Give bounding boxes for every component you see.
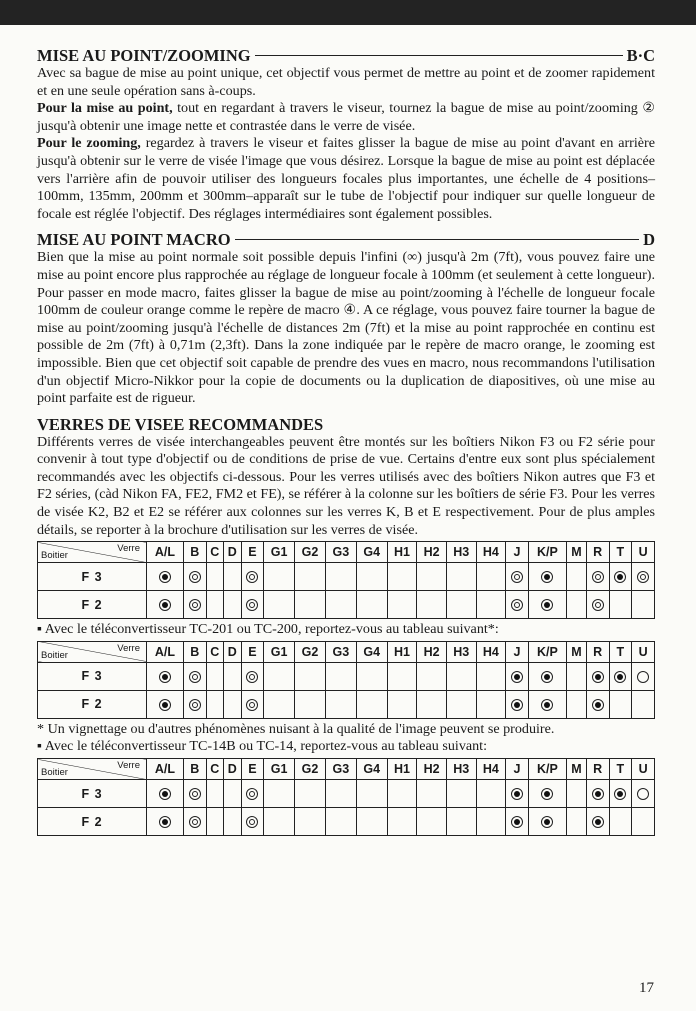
- column-header: D: [224, 641, 242, 662]
- column-header: H3: [446, 542, 476, 563]
- boitier-label: Boitier: [41, 550, 68, 562]
- table-cell: [586, 808, 609, 836]
- camera-body-label: F 2: [38, 808, 147, 836]
- recommended-circle-icon: [614, 671, 626, 683]
- page-number: 17: [639, 980, 654, 996]
- table-cell: [325, 591, 356, 619]
- table-cell: [264, 780, 295, 808]
- column-header: R: [586, 542, 609, 563]
- table-cell: [387, 690, 417, 718]
- acceptable-circle-icon: [189, 571, 201, 583]
- table-cell: [417, 690, 447, 718]
- table-cell: [506, 662, 529, 690]
- column-header: H2: [417, 542, 447, 563]
- column-header: M: [566, 641, 586, 662]
- table-cell: [586, 662, 609, 690]
- verre-label: Verre: [117, 760, 140, 772]
- column-header: E: [241, 542, 264, 563]
- footnote: * Un vignettage ou d'autres phénomènes nuisant à la qualité de l'image peuvent se produire.: [37, 720, 555, 737]
- table-cell: [356, 662, 387, 690]
- recommended-circle-icon: [592, 816, 604, 828]
- table-corner: [38, 542, 147, 563]
- column-header: G3: [325, 641, 356, 662]
- table-cell: [476, 780, 506, 808]
- table-cell: [609, 591, 632, 619]
- table-intro: ▪ Avec le téléconvertisseur TC-14B ou TC-14, reportez-vous au tableau suivant:: [37, 738, 488, 755]
- column-header: J: [506, 542, 529, 563]
- screen-table: [37, 541, 655, 619]
- table-cell: [528, 780, 566, 808]
- table-cell: [446, 780, 476, 808]
- table-cell: [476, 808, 506, 836]
- column-header: G4: [356, 641, 387, 662]
- table-cell: [295, 690, 326, 718]
- table-intro: ▪ Avec le téléconvertisseur TC-201 ou TC-200, reportez-vous au tableau suivant*:: [37, 621, 499, 638]
- column-header: H2: [417, 641, 447, 662]
- section-heading-screens: [37, 415, 655, 434]
- recommended-circle-icon: [511, 699, 523, 711]
- camera-body-label: F 3: [38, 662, 147, 690]
- screen-table: [37, 641, 655, 719]
- table-cell: [147, 780, 184, 808]
- column-header: H4: [476, 759, 506, 780]
- screen-table: [37, 758, 655, 836]
- figure-ref: D: [643, 230, 655, 250]
- page-content: [37, 46, 655, 838]
- column-header: D: [224, 542, 242, 563]
- table-cell: [586, 780, 609, 808]
- column-header: B: [183, 759, 206, 780]
- recommended-circle-icon: [159, 671, 171, 683]
- table-cell: [295, 563, 326, 591]
- acceptable-circle-icon: [189, 788, 201, 800]
- verre-label: Verre: [117, 642, 140, 654]
- column-header: G2: [295, 759, 326, 780]
- table-cell: [506, 563, 529, 591]
- recommended-circle-icon: [159, 788, 171, 800]
- table-cell: [264, 591, 295, 619]
- table-cell: [528, 808, 566, 836]
- table-cell: [417, 591, 447, 619]
- table-cell: [566, 690, 586, 718]
- table-cell: [295, 808, 326, 836]
- column-header: M: [566, 759, 586, 780]
- column-header: H3: [446, 641, 476, 662]
- column-header: K/P: [528, 641, 566, 662]
- table-cell: [586, 690, 609, 718]
- table-cell: [241, 662, 264, 690]
- acceptable-circle-icon: [189, 671, 201, 683]
- table-cell: [632, 690, 655, 718]
- table-cell: [325, 662, 356, 690]
- table-cell: [446, 662, 476, 690]
- body-text: tout en regardant à travers le viseur, tournez la bague de mise au point/zooming ② jusqu'à obtenir une image nette et contrastée dans le verre de visée.: [37, 100, 655, 134]
- table-cell: [264, 662, 295, 690]
- column-header: U: [632, 542, 655, 563]
- table-cell: [206, 662, 224, 690]
- recommended-circle-icon: [614, 571, 626, 583]
- acceptable-circle-icon: [511, 599, 523, 611]
- table-cell: [528, 591, 566, 619]
- acceptable-circle-icon: [246, 699, 258, 711]
- table-cell: [417, 780, 447, 808]
- figure-ref: B·C: [626, 46, 655, 65]
- acceptable-circle-icon: [246, 571, 258, 583]
- table-cell: [586, 563, 609, 591]
- table-cell: [325, 808, 356, 836]
- table-cell: [183, 808, 206, 836]
- column-header: T: [609, 542, 632, 563]
- recommended-circle-icon: [159, 571, 171, 583]
- heading-text: MISE AU POINT/ZOOMING: [37, 46, 251, 65]
- section-heading-macro: [37, 230, 655, 249]
- table-cell: [566, 808, 586, 836]
- column-header: H4: [476, 641, 506, 662]
- column-header: H1: [387, 641, 417, 662]
- table-row: [38, 780, 655, 808]
- table-cell: [417, 662, 447, 690]
- table-cell: [506, 690, 529, 718]
- column-header: C: [206, 759, 224, 780]
- column-header: G2: [295, 542, 326, 563]
- heading-text: VERRES DE VISEE RECOMMANDES: [37, 414, 324, 434]
- paragraph: [37, 100, 655, 135]
- table-corner: [38, 641, 147, 662]
- table-cell: [183, 662, 206, 690]
- column-header: T: [609, 759, 632, 780]
- section-heading-zoom: [37, 46, 655, 65]
- table-cell: [528, 690, 566, 718]
- table-cell: [224, 690, 242, 718]
- acceptable-circle-icon: [592, 599, 604, 611]
- acceptable-circle-icon: [189, 599, 201, 611]
- paragraph: Différents verres de visée interchangeables peuvent être montés sur les boîtiers Nikon F3 ou F2 série pour convenir à tout type d'objectif ou de conditions de prise de vue. Certains d'entre eux sont plus spécialement recommandés avec les objectifs ci-dessous. Pour les verres utilisés avec des boîtiers Nikon autres que F3 et F2 séries, (càd Nikon FA, FE2, FM2 et FE), se référer à la colonne sur les boîtiers de série F3. Pour les verres de visée K2, B2 et E2 se référer aux colonnes sur les verres K, B et E respectivement. Pour de plus amples détails, se reporter à la brochure d'utilisation sur les verres de visée.: [37, 433, 655, 538]
- table-cell: [609, 662, 632, 690]
- table-cell: [147, 690, 184, 718]
- table-row: [38, 591, 655, 619]
- table-cell: [224, 808, 242, 836]
- column-header: K/P: [528, 542, 566, 563]
- table-cell: [356, 808, 387, 836]
- table-cell: [206, 808, 224, 836]
- boitier-label: Boitier: [41, 649, 68, 661]
- table-cell: [417, 563, 447, 591]
- column-header: E: [241, 641, 264, 662]
- column-header: R: [586, 641, 609, 662]
- table-cell: [147, 662, 184, 690]
- table-cell: [241, 780, 264, 808]
- table-cell: [609, 780, 632, 808]
- screen-tables: [37, 541, 655, 836]
- table-cell: [528, 662, 566, 690]
- table-cell: [566, 591, 586, 619]
- column-header: H1: [387, 542, 417, 563]
- acceptable-circle-icon: [246, 816, 258, 828]
- table-cell: [241, 591, 264, 619]
- table-cell: [325, 690, 356, 718]
- column-header: C: [206, 542, 224, 563]
- table-cell: [417, 808, 447, 836]
- table-cell: [506, 780, 529, 808]
- table-cell: [356, 690, 387, 718]
- acceptable-circle-icon: [511, 571, 523, 583]
- table-row: [38, 690, 655, 718]
- table-cell: [566, 780, 586, 808]
- acceptable-circle-icon: [189, 816, 201, 828]
- table-cell: [632, 563, 655, 591]
- table-cell: [446, 563, 476, 591]
- table-cell: [206, 780, 224, 808]
- recommended-circle-icon: [511, 816, 523, 828]
- table-cell: [387, 591, 417, 619]
- table-cell: [528, 563, 566, 591]
- column-header: H1: [387, 759, 417, 780]
- table-cell: [264, 808, 295, 836]
- table-cell: [476, 662, 506, 690]
- column-header: C: [206, 641, 224, 662]
- table-cell: [356, 563, 387, 591]
- table-cell: [632, 780, 655, 808]
- table-cell: [241, 563, 264, 591]
- table-cell: [476, 563, 506, 591]
- table-cell: [224, 780, 242, 808]
- table-cell: [632, 808, 655, 836]
- table-cell: [566, 662, 586, 690]
- table-cell: [506, 591, 529, 619]
- table-cell: [356, 780, 387, 808]
- table-cell: [446, 808, 476, 836]
- heading-text: MISE AU POINT MACRO: [37, 230, 231, 250]
- table-cell: [506, 808, 529, 836]
- lead-text: Pour la mise au point,: [37, 100, 173, 117]
- recommended-circle-icon: [541, 699, 553, 711]
- recommended-circle-icon: [159, 699, 171, 711]
- table-cell: [206, 563, 224, 591]
- table-cell: [147, 808, 184, 836]
- table-cell: [241, 690, 264, 718]
- paragraph: Bien que la mise au point normale soit possible depuis l'infini (∞) jusqu'à 2m (7ft), vous pouvez faire une mise au point encore plus rapprochée au réglage de longueur focale à 100mm (et seulement à cette longueur). Pour passer en mode macro, faites glisser la bague de mise au point/zooming à l'échelle de longueur focale 100mm de couleur orange comme le repère de macro ④. A ce réglage, vous pouvez faire tourner la bague de mise au point/zooming jusqu'à l'échelle de distances 2m (7ft) et la mise au point rapprochée en continu est possible de 2m (7ft) à 0,71m (2,3ft). Dans la zone indiquée par le repère de macro orange, le zooming est impossible. Bien que cet objectif soit capable de prendre des vues en macro, nous recommandons l'utilisation d'un objectif Micro-Nikkor pour la copie de documents ou la duplication de diapositives, où une mise au point parfaite est de rigueur.: [37, 249, 655, 407]
- column-header: T: [609, 641, 632, 662]
- table-cell: [295, 662, 326, 690]
- table-cell: [264, 690, 295, 718]
- column-header: A/L: [147, 542, 184, 563]
- column-header: B: [183, 542, 206, 563]
- table-cell: [609, 563, 632, 591]
- recommended-circle-icon: [541, 571, 553, 583]
- camera-body-label: F 3: [38, 780, 147, 808]
- table-cell: [206, 591, 224, 619]
- column-header: G4: [356, 542, 387, 563]
- table-cell: [183, 780, 206, 808]
- column-header: E: [241, 759, 264, 780]
- acceptable-circle-icon: [637, 571, 649, 583]
- possible-circle-icon: [637, 671, 649, 683]
- table-row: [38, 563, 655, 591]
- table-cell: [387, 563, 417, 591]
- table-cell: [446, 591, 476, 619]
- table-cell: [325, 780, 356, 808]
- lead-text: Pour le zooming,: [37, 135, 141, 152]
- table-cell: [183, 563, 206, 591]
- boitier-label: Boitier: [41, 767, 68, 779]
- recommended-circle-icon: [541, 788, 553, 800]
- recommended-circle-icon: [541, 671, 553, 683]
- table-cell: [632, 591, 655, 619]
- camera-body-label: F 2: [38, 690, 147, 718]
- table-cell: [387, 662, 417, 690]
- table-cell: [476, 591, 506, 619]
- recommended-circle-icon: [541, 816, 553, 828]
- table-cell: [241, 808, 264, 836]
- column-header: M: [566, 542, 586, 563]
- recommended-circle-icon: [592, 788, 604, 800]
- column-header: H4: [476, 542, 506, 563]
- column-header: G3: [325, 759, 356, 780]
- table-cell: [224, 563, 242, 591]
- camera-body-label: F 2: [38, 591, 147, 619]
- recommended-circle-icon: [541, 599, 553, 611]
- column-header: H3: [446, 759, 476, 780]
- recommended-circle-icon: [614, 788, 626, 800]
- camera-body-label: F 3: [38, 563, 147, 591]
- table-cell: [387, 780, 417, 808]
- recommended-circle-icon: [511, 671, 523, 683]
- table-row: [38, 808, 655, 836]
- column-header: H2: [417, 759, 447, 780]
- table-cell: [206, 690, 224, 718]
- acceptable-circle-icon: [189, 699, 201, 711]
- table-cell: [224, 591, 242, 619]
- recommended-circle-icon: [592, 699, 604, 711]
- possible-circle-icon: [637, 788, 649, 800]
- column-header: G1: [264, 542, 295, 563]
- column-header: D: [224, 759, 242, 780]
- table-cell: [295, 591, 326, 619]
- column-header: G2: [295, 641, 326, 662]
- table-cell: [632, 662, 655, 690]
- recommended-circle-icon: [159, 816, 171, 828]
- table-cell: [356, 591, 387, 619]
- column-header: A/L: [147, 641, 184, 662]
- recommended-circle-icon: [511, 788, 523, 800]
- column-header: G3: [325, 542, 356, 563]
- table-cell: [295, 780, 326, 808]
- column-header: G1: [264, 759, 295, 780]
- acceptable-circle-icon: [246, 788, 258, 800]
- scan-top-border: [0, 0, 696, 25]
- table-cell: [264, 563, 295, 591]
- table-cell: [224, 662, 242, 690]
- table-cell: [609, 690, 632, 718]
- paragraph: [37, 135, 655, 223]
- table-cell: [147, 591, 184, 619]
- column-header: J: [506, 759, 529, 780]
- column-header: U: [632, 641, 655, 662]
- table-cell: [183, 690, 206, 718]
- verre-label: Verre: [117, 543, 140, 555]
- table-cell: [325, 563, 356, 591]
- column-header: A/L: [147, 759, 184, 780]
- column-header: G4: [356, 759, 387, 780]
- table-row: [38, 662, 655, 690]
- table-cell: [609, 808, 632, 836]
- table-cell: [586, 591, 609, 619]
- heading-rule: [235, 239, 639, 240]
- table-cell: [446, 690, 476, 718]
- table-cell: [476, 690, 506, 718]
- heading-rule: [255, 55, 623, 56]
- recommended-circle-icon: [592, 671, 604, 683]
- table-corner: [38, 759, 147, 780]
- column-header: G1: [264, 641, 295, 662]
- acceptable-circle-icon: [246, 671, 258, 683]
- table-cell: [387, 808, 417, 836]
- column-header: J: [506, 641, 529, 662]
- column-header: K/P: [528, 759, 566, 780]
- body-text: regardez à travers le viseur et faites glisser la bague de mise au point d'avant en arrière jusqu'à obtenir sur le verre de visée l'image que vous désirez. Lorsque la bague de mise au point est déplacée vers l'arrière afin de pouvoir utiliser des longueurs focales plus importantes, une échelle de 4 positions–100mm, 135mm, 200mm et 300mm–apparaît sur le tube de l'objectif pour indiquer sur quelle longueur de focale est réglée l'objectif. Des réglages intermédiaires sont également possibles.: [37, 135, 655, 222]
- paragraph: Avec sa bague de mise au point unique, cet objectif vous permet de mettre au point et de zoomer rapidement et en une seule opération sans à-coups.: [37, 65, 655, 99]
- column-header: U: [632, 759, 655, 780]
- table-cell: [566, 563, 586, 591]
- acceptable-circle-icon: [592, 571, 604, 583]
- table-cell: [147, 563, 184, 591]
- acceptable-circle-icon: [246, 599, 258, 611]
- recommended-circle-icon: [159, 599, 171, 611]
- table-cell: [183, 591, 206, 619]
- column-header: R: [586, 759, 609, 780]
- column-header: B: [183, 641, 206, 662]
